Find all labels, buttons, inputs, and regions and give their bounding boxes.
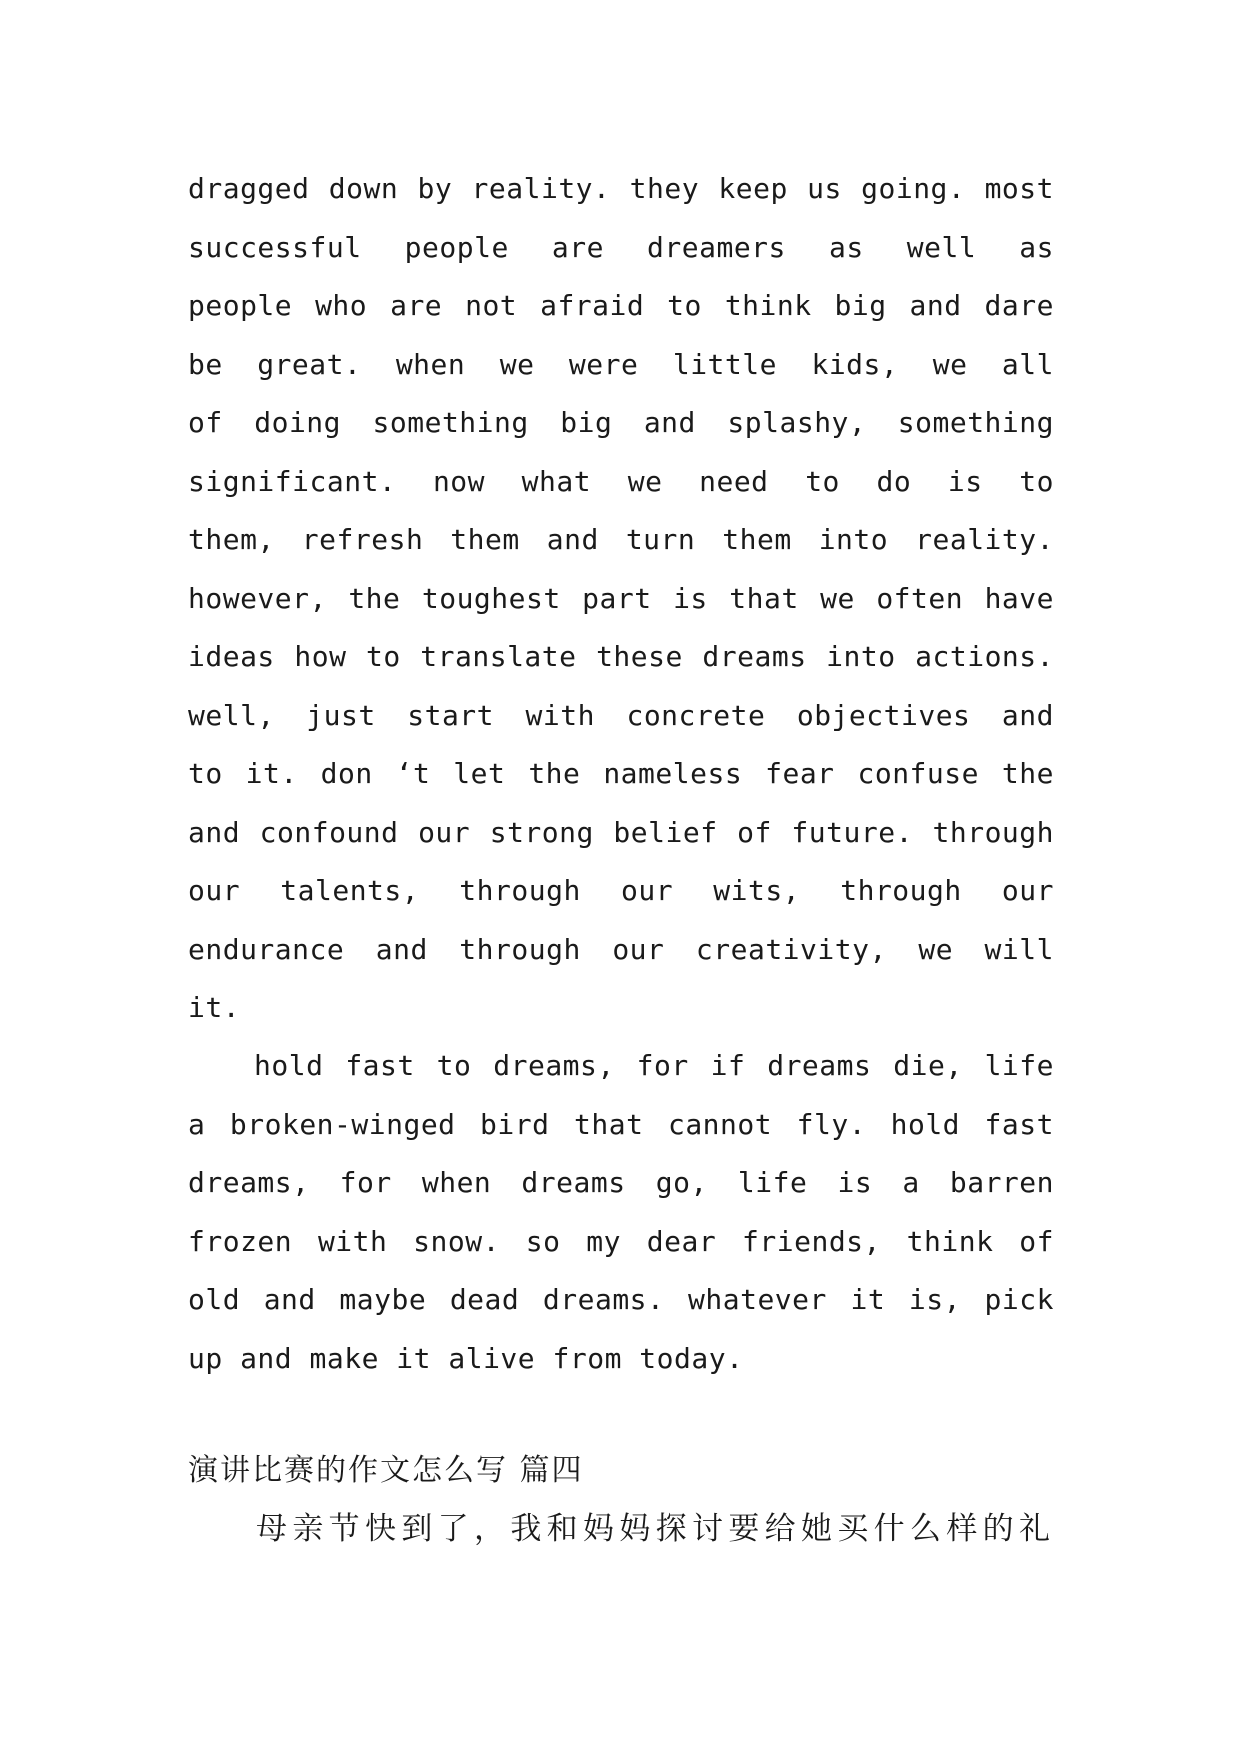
text-line: dragged down by reality. they keep us going. most bbox=[188, 172, 1054, 205]
text-line: old and maybe dead dreams. whatever it is, pick bbox=[188, 1283, 1054, 1316]
text-line: hold fast to dreams, for if dreams die, life bbox=[254, 1049, 1054, 1082]
text-line: significant. now what we need to do is to bbox=[188, 464, 1054, 498]
text-line: successful people are dreamers as well as bbox=[188, 230, 1054, 264]
text-line: it. bbox=[188, 991, 241, 1024]
text-line: and confound our strong belief of future. through bbox=[188, 815, 1054, 849]
text-line: our talents, through our wits, through our bbox=[188, 874, 1054, 907]
text-line: up and make it alive from today. bbox=[188, 1341, 744, 1375]
text-line: endurance and through our creativity, we will bbox=[188, 932, 1054, 966]
text-line: a broken-winged bird that cannot fly. hold fast bbox=[188, 1107, 1054, 1141]
text-line: to it. don ‘t let the nameless fear confuse the bbox=[188, 757, 1054, 790]
text-line: well, just start with concrete objectives and bbox=[188, 698, 1054, 732]
text-line: frozen with snow. so my dear friends, think of bbox=[188, 1224, 1054, 1258]
text-line: of doing something big and splashy, something bbox=[188, 406, 1054, 439]
text-line: be great. when we were little kids, we all bbox=[188, 347, 1054, 381]
text-line: people who are not afraid to think big and dare bbox=[188, 289, 1054, 322]
text-line: ideas how to translate these dreams into actions. bbox=[188, 640, 1054, 673]
paragraph-2 bbox=[188, 1037, 1054, 1388]
text-line: however, the toughest part is that we often have bbox=[188, 581, 1054, 615]
section-heading: 演讲比赛的作文怎么写 篇四 bbox=[188, 1453, 584, 1488]
paragraph-1 bbox=[188, 160, 1054, 1038]
text-line: dreams, for when dreams go, life is a barren bbox=[188, 1166, 1054, 1199]
chinese-text-line: 母亲节快到了，我和妈妈探讨要给她买什么样的礼 bbox=[256, 1511, 1054, 1547]
text-line: them, refresh them and turn them into reality. bbox=[188, 523, 1054, 556]
